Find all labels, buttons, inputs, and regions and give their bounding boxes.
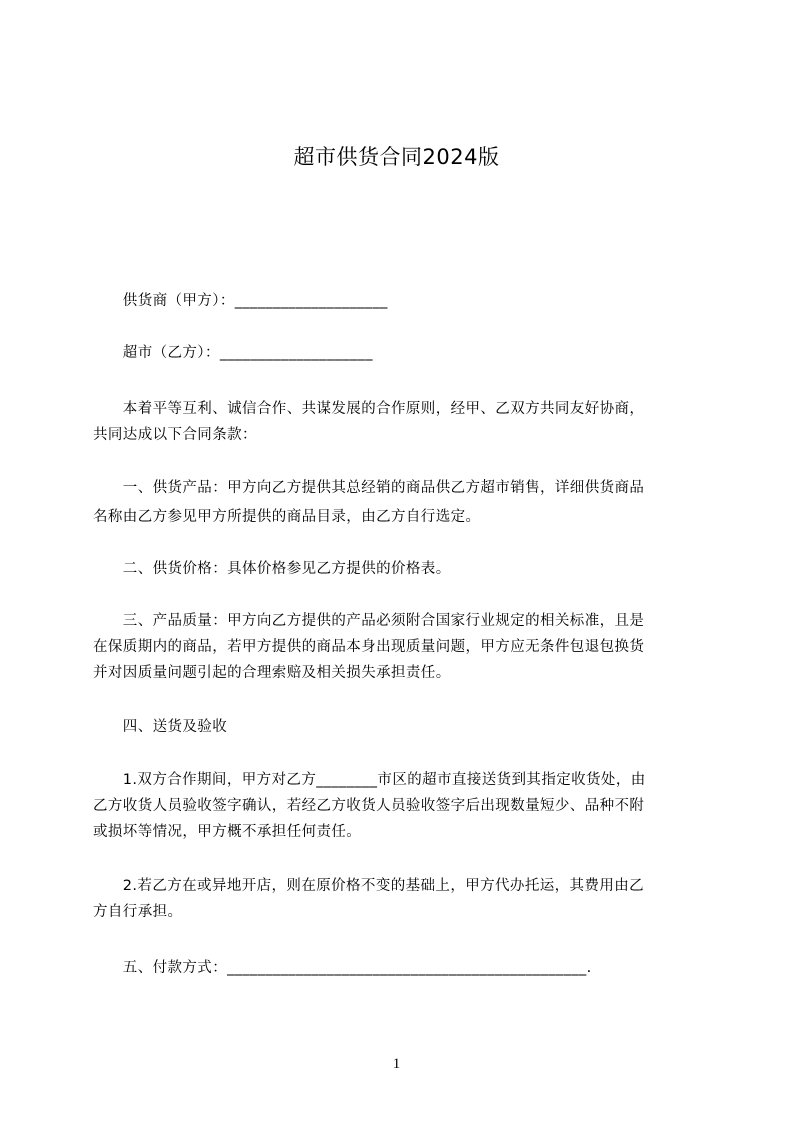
clause-1-line-2: 名称由乙方参见甲方所提供的商品目录，由乙方自行选定。 bbox=[93, 509, 481, 525]
page-title: 超市供货合同2024版 bbox=[293, 145, 500, 169]
preamble-line-1: 本着平等互利、诚信合作、共谋发展的合作原则，经甲、乙双方共同友好协商， bbox=[93, 401, 645, 417]
clause-1-line-1: 一、供货产品：甲方向乙方提供其总经销的商品供乙方超市销售，详细供货商品 bbox=[93, 480, 645, 496]
clause-4-2-line-1: 2.若乙方在或异地开店，则在原价格不变的基础上，甲方代办托运，其费用由乙 bbox=[93, 878, 645, 894]
clause-5-line: 五、付款方式：_______________________________________________. bbox=[93, 960, 592, 976]
clause-3-line-3: 并对因质量问题引起的合理索赔及相关损失承担责任。 bbox=[93, 665, 451, 681]
preamble-line-2: 共同达成以下合同条款： bbox=[93, 427, 257, 443]
clause-3-line-2: 在保质期内的商品，若甲方提供的商品本身出现质量问题，甲方应无条件包退包换货 bbox=[93, 639, 645, 655]
party-b-line: 超市（乙方）：____________________ bbox=[93, 345, 373, 361]
clause-4-1-line-3: 或损坏等情况，甲方概不承担任何责任。 bbox=[93, 824, 362, 840]
clause-2-line: 二、供货价格：具体价格参见乙方提供的价格表。 bbox=[93, 561, 451, 577]
clause-4-1-line-2: 乙方收货人员验收签字确认，若经乙方收货人员验收签字后出现数量短少、品种不附 bbox=[93, 798, 645, 814]
clause-3-line-1: 三、产品质量：甲方向乙方提供的产品必须附合国家行业规定的相关标准，且是 bbox=[93, 613, 645, 629]
clause-4-heading: 四、送货及验收 bbox=[93, 719, 228, 735]
clause-4-1-line-1: 1.双方合作期间，甲方对乙方________市区的超市直接送货到其指定收货处，由 bbox=[93, 772, 646, 788]
clause-4-2-line-2: 方自行承担。 bbox=[93, 904, 183, 920]
party-a-line: 供货商（甲方）：____________________ bbox=[93, 293, 388, 309]
page-number: 1 bbox=[392, 1056, 401, 1072]
